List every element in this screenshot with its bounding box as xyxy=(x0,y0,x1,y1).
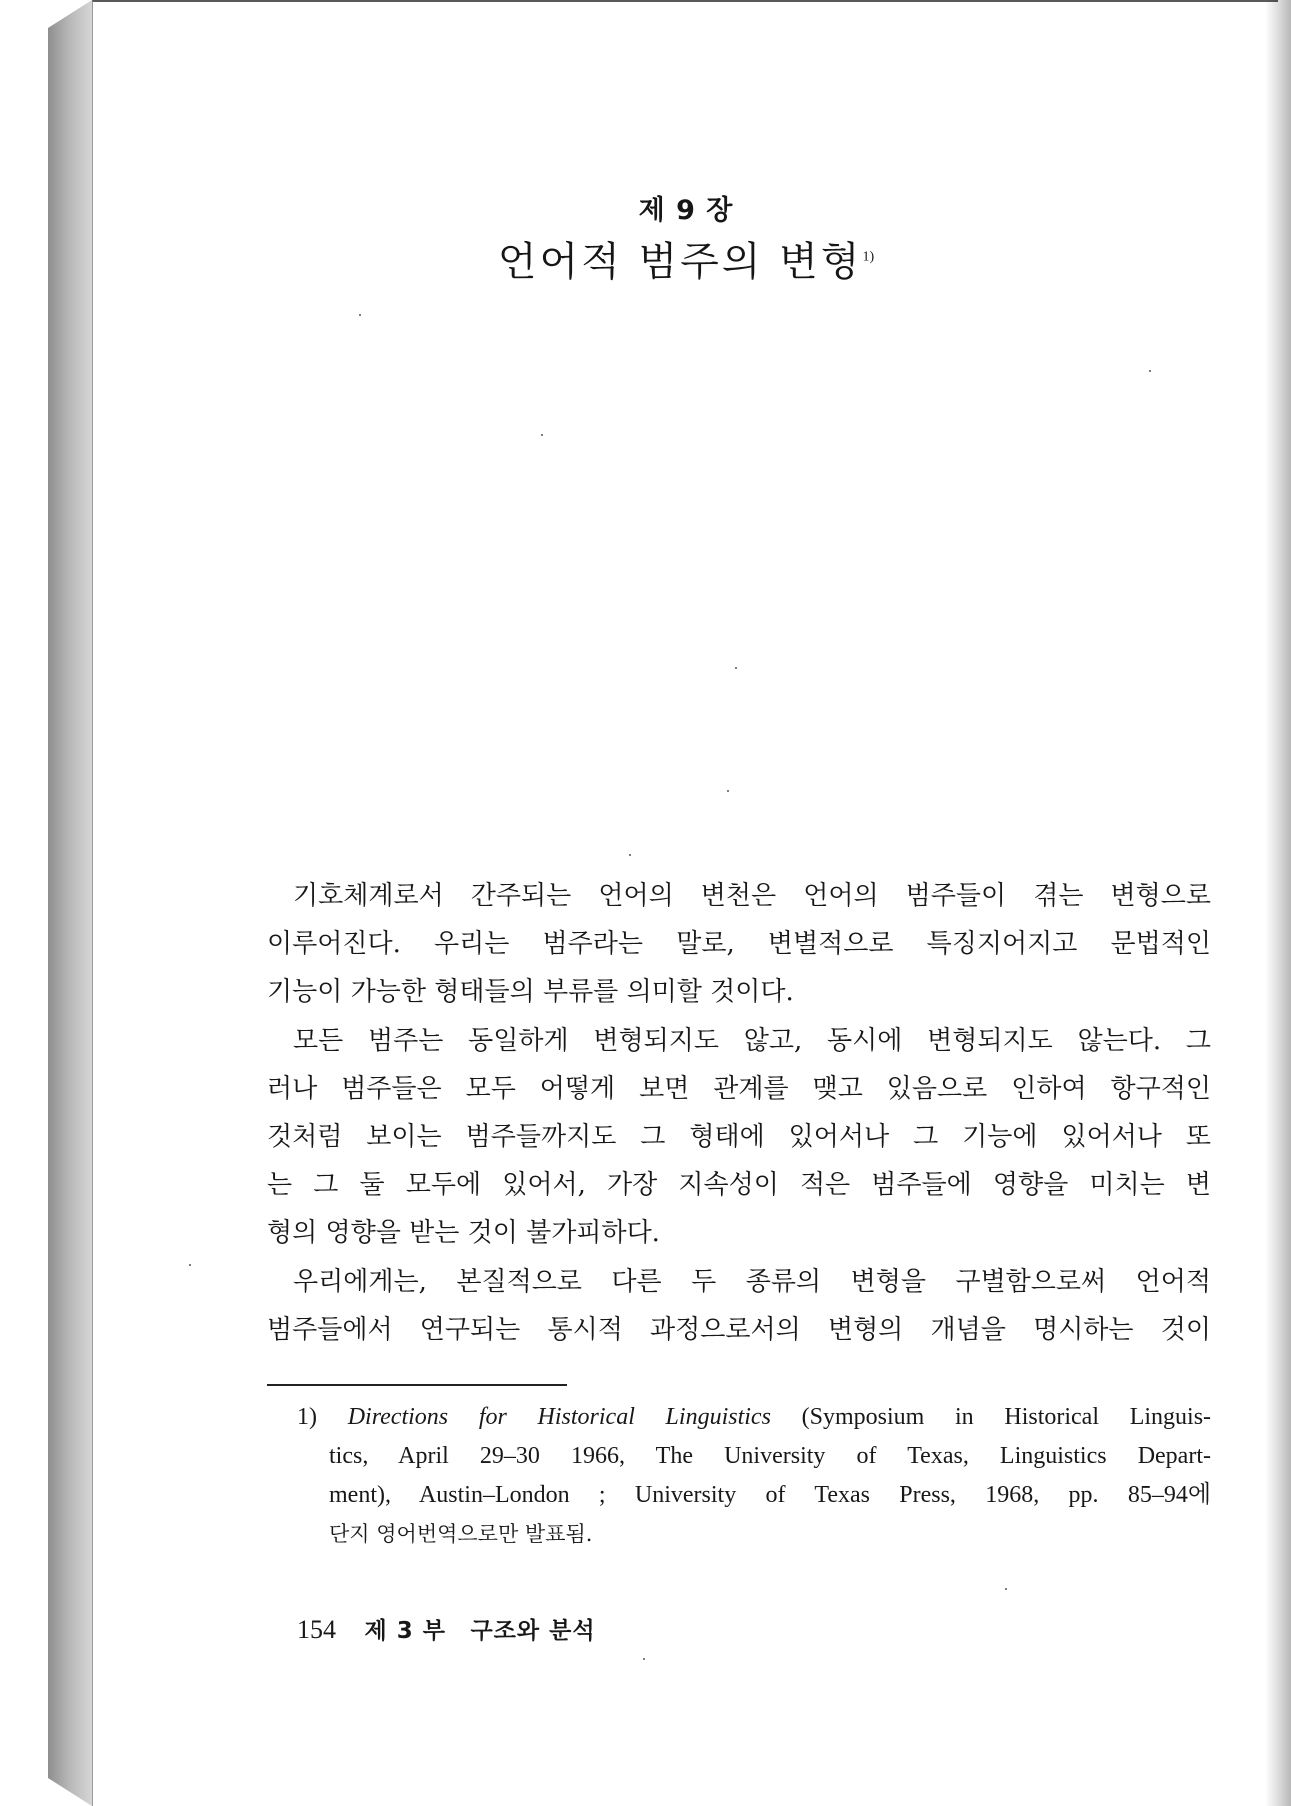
body-text xyxy=(267,872,1211,1354)
text-line: 것처럼 보이는 범주들까지도 그 형태에 있어서나 그 기능에 있어서나 또 xyxy=(267,1122,1211,1153)
scan-speck xyxy=(1149,370,1151,372)
chapter-title xyxy=(93,230,1279,287)
paragraph-3 xyxy=(267,1258,1211,1354)
text-line: 이루어진다. 우리는 범주라는 말로, 변별적으로 특징지어지고 문법적인 xyxy=(267,929,1211,960)
chapter-label: 제 9 장 xyxy=(638,195,734,226)
text-line: 러나 범주들은 모두 어떻게 보면 관계를 맺고 있음으로 인하여 항구적인 xyxy=(267,1073,1211,1104)
text-line: 모든 범주는 동일하게 변형되지도 않고, 동시에 변형되지도 않는다. 그 xyxy=(293,1025,1211,1056)
book-spine xyxy=(48,0,92,1806)
paragraph-1 xyxy=(267,872,1211,1017)
spine-top-corner xyxy=(48,0,92,28)
page-number: 154 xyxy=(297,1615,336,1644)
footnote-text: (Symposium in Historical Linguis- xyxy=(801,1404,1212,1430)
part-title: 구조와 분석 xyxy=(470,1618,596,1644)
footnote-line-3: ment), Austin–London ; University of Texas Press, 1968, pp. 85–94에 xyxy=(329,1482,1211,1508)
text-line: 범주들에서 연구되는 통시적 과정으로서의 변형의 개념을 명시하는 것이 xyxy=(267,1314,1211,1345)
text-line: 는 그 둘 모두에 있어서, 가장 지속성이 적은 범주들에 영향을 미치는 변 xyxy=(267,1170,1211,1201)
text-line: 기호체계로서 간주되는 언어의 변천은 언어의 범주들이 겪는 변형으로 xyxy=(293,881,1211,911)
footnote-rule xyxy=(267,1384,567,1386)
footnote-line-1 xyxy=(297,1398,1211,1437)
page-sheet xyxy=(92,0,1278,1806)
scan-speck xyxy=(541,434,543,436)
text-line: 기능이 가능한 형태들의 부류를 의미할 것이다. xyxy=(267,977,794,1008)
footnote-line-4: 단지 영어번역으로만 발표됨. xyxy=(329,1522,593,1546)
scan-speck xyxy=(643,1658,645,1660)
chapter-title-text: 언어적 범주의 변형 xyxy=(497,239,863,285)
footnote-reference[interactable]: 1) xyxy=(862,249,875,265)
part-label: 제 3 부 xyxy=(364,1618,446,1644)
footnote-line-2: tics, April 29–30 1966, The University of Texas, Linguistics Depart- xyxy=(329,1443,1211,1469)
page-edge-shadow xyxy=(1265,0,1291,1806)
text-line: 우리에게는, 본질적으로 다른 두 종류의 변형을 구별함으로써 언어적 xyxy=(293,1266,1211,1297)
footnote-work-title: Directions for Historical Linguistics xyxy=(347,1404,771,1430)
scan-speck xyxy=(359,314,361,316)
paragraph-2 xyxy=(267,1017,1211,1258)
scan-speck xyxy=(727,790,729,792)
footnote-marker: 1) xyxy=(297,1404,317,1430)
scan-speck xyxy=(189,1264,191,1266)
spine-bottom-corner xyxy=(48,1778,92,1806)
footnote xyxy=(297,1398,1211,1554)
scan-speck xyxy=(1005,1588,1007,1590)
running-footer xyxy=(297,1612,596,1645)
text-line: 형의 영향을 받는 것이 불가피하다. xyxy=(267,1218,660,1249)
scan-speck xyxy=(735,667,737,669)
scan-speck xyxy=(629,854,631,856)
